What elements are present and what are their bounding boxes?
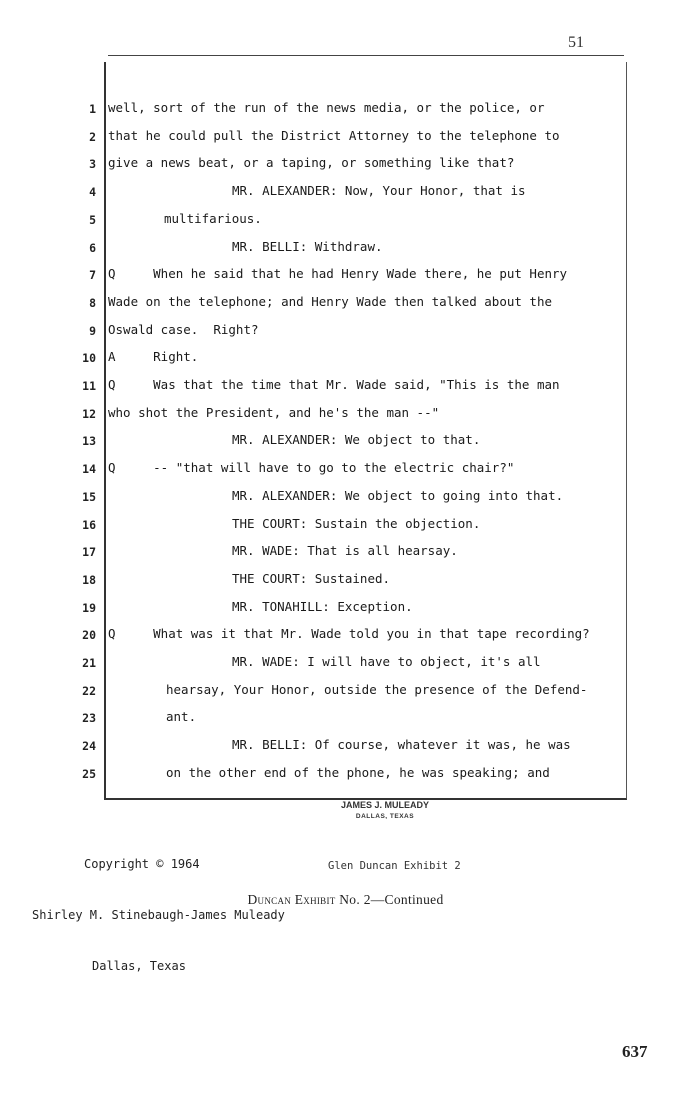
line-number: 22 <box>82 683 96 698</box>
exhibit-label: Glen Duncan Exhibit 2 <box>328 860 461 872</box>
line-number: 6 <box>89 240 96 255</box>
transcript-line: Q When he said that he had Henry Wade there, he put Henry <box>108 266 568 282</box>
line-number: 4 <box>89 185 96 200</box>
line-number: 2 <box>89 129 96 144</box>
line-number: 23 <box>82 711 96 726</box>
transcript-page-number: 51 <box>568 34 584 51</box>
transcript-line: give a news beat, or a taping, or something like that? <box>108 155 515 171</box>
caption-rest: No. 2—Continued <box>335 892 444 907</box>
line-number: 9 <box>89 323 96 338</box>
exhibit-caption <box>0 892 691 908</box>
line-number: 7 <box>89 268 96 283</box>
line-number: 18 <box>82 572 96 587</box>
line-number: 15 <box>82 489 96 504</box>
line-number: 17 <box>82 545 96 560</box>
line-number: 20 <box>82 628 96 643</box>
transcript-line: MR. WADE: I will have to object, it's all <box>232 654 541 669</box>
transcript-line: THE COURT: Sustained. <box>232 570 391 586</box>
transcript-line: Q -- "that will have to go to the electric chair?" <box>108 460 515 476</box>
line-number: 16 <box>82 517 96 532</box>
line-number: 19 <box>82 600 96 615</box>
transcript-line: MR. BELLI: Of course, whatever it was, he was <box>232 737 571 753</box>
transcript-line: MR. BELLI: Withdraw. <box>232 238 383 254</box>
line-number: 21 <box>82 656 96 670</box>
transcript-line: on the other end of the phone, he was speaking; and <box>166 764 550 780</box>
line-number: 14 <box>82 462 96 477</box>
transcript-line: THE COURT: Sustain the objection. <box>232 515 481 531</box>
line-number: 24 <box>82 739 96 754</box>
transcript-line: Wade on the telephone; and Henry Wade then talked about the <box>108 293 553 309</box>
transcript-line: ant. <box>166 709 197 725</box>
transcript-line: well, sort of the run of the news media, or the police, or <box>108 100 545 115</box>
line-number: 12 <box>82 406 96 421</box>
line-number: 1 <box>89 102 96 116</box>
transcript-line: MR. ALEXANDER: Now, Your Honor, that is <box>232 183 526 199</box>
book-page-number: 637 <box>622 1042 648 1061</box>
copyright-line-1: Copyright © 1964 <box>84 857 200 871</box>
transcript-line: hearsay, Your Honor, outside the presence of the Defend- <box>166 681 588 697</box>
transcript-line: Q Was that the time that Mr. Wade said, "This is the man <box>108 377 560 392</box>
transcript-line: Oswald case. Right? <box>108 321 259 337</box>
copyright-line-2: Shirley M. Stinebaugh-James Muleady <box>32 908 285 922</box>
transcript-line: Q What was it that Mr. Wade told you in that tape recording? <box>108 626 590 642</box>
line-number: 13 <box>82 434 96 449</box>
line-number: 5 <box>89 212 96 227</box>
caption-name: Duncan Exhibit <box>247 892 336 907</box>
copyright-line-3: Dallas, Texas <box>92 959 186 973</box>
header-rule <box>108 55 624 56</box>
reporter-stamp <box>320 800 450 822</box>
transcript-line: that he could pull the District Attorney to the telephone to <box>108 127 560 143</box>
reporter-name: JAMES J. MULEADY <box>340 800 429 810</box>
transcript-line: who shot the President, and he's the man --" <box>108 404 440 420</box>
transcript-line: MR. ALEXANDER: We object to that. <box>232 432 481 448</box>
line-number: 8 <box>89 295 96 310</box>
transcript-line: MR. TONAHILL: Exception. <box>232 598 413 614</box>
transcript-line: MR. WADE: That is all hearsay. <box>232 543 458 559</box>
line-number: 10 <box>82 351 96 366</box>
transcript-line: MR. ALEXANDER: We object to going into that. <box>232 487 564 503</box>
reporter-city: DALLAS, TEXAS <box>355 813 415 820</box>
line-number: 3 <box>89 157 96 172</box>
line-number: 11 <box>82 379 96 393</box>
transcript-line: multifarious. <box>164 210 262 226</box>
line-number: 25 <box>82 766 96 781</box>
transcript-line: A Right. <box>108 349 199 365</box>
